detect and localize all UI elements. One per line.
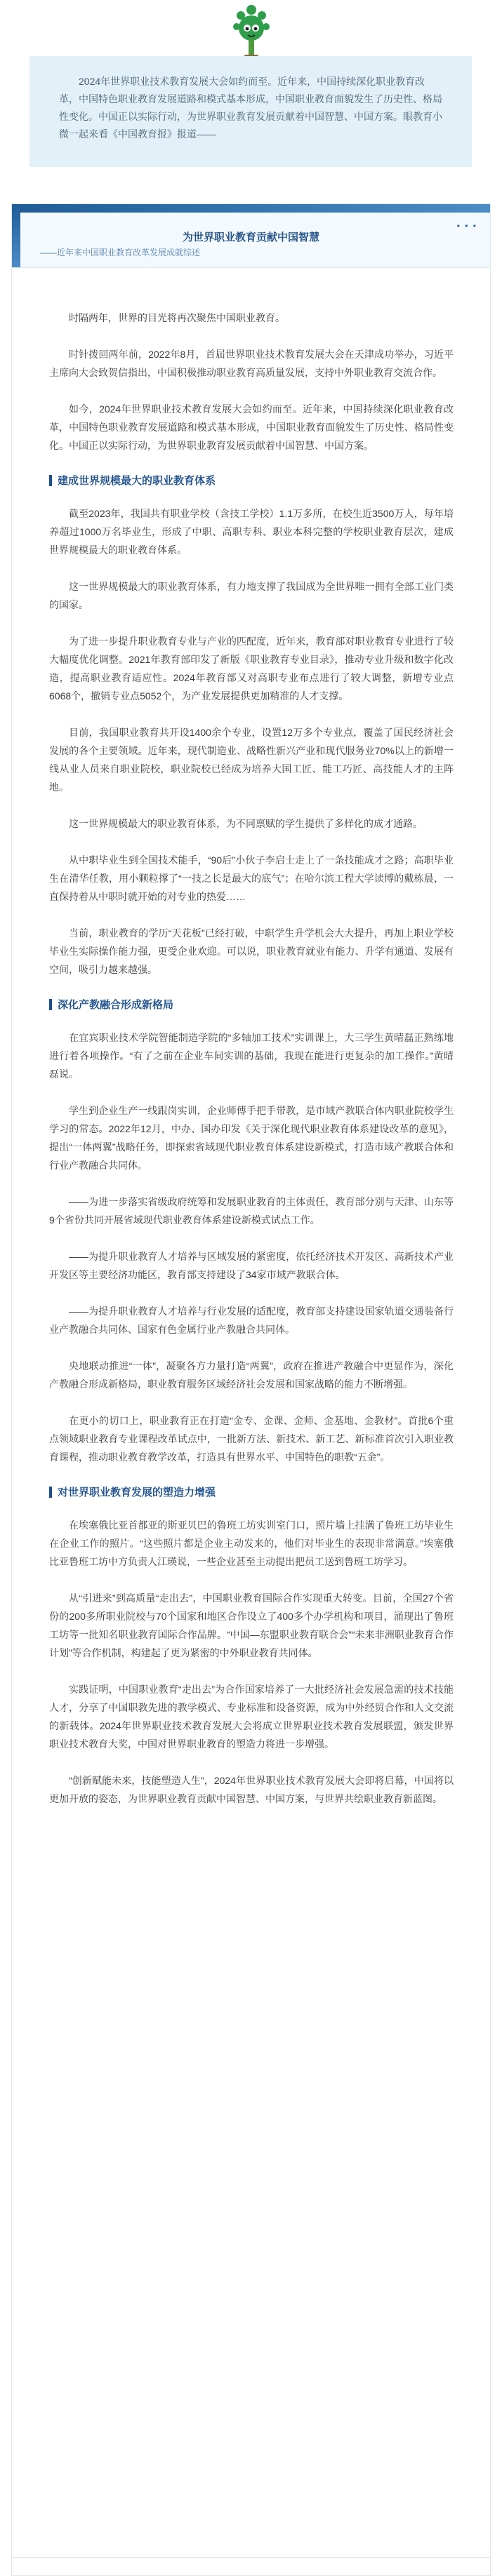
- paragraph: 从中职毕业生到全国技术能手，“90后”小伙子李启士走上了一条技能成才之路；高职毕业生在清华任教，用小颗粒撑了“一技之长是最大的底气”；在哈尔滨工程大学读博的戴栋晨，一直保持着从中职时就开始的对专业的热爱……: [49, 854, 454, 902]
- paragraph: 在埃塞俄比亚首都亚的斯亚贝巴的鲁班工坊实训室门口，照片墙上挂满了鲁班工坊毕业生在企业工作的照片。“这些照片都是企业主动发来的，他们对毕业生的表现非常满意。”埃塞俄比亚鲁班工坊中方负责人江瑛说，一些企业甚至主动提出把员工送到鲁班工坊学习。: [49, 1520, 454, 1567]
- mascot-icon: [228, 0, 275, 65]
- paragraph: 目前，我国职业教育共开设1400余个专业，设置12万多个专业点，覆盖了国民经济社会发展的各个主要领域。近年来，现代制造业、战略性新兴产业和现代服务业70%以上的新增一线从业人员来自职业院校，职业院校已经成为培养大国工匠、能工巧匠、高技能人才的主阵地。: [49, 727, 454, 793]
- paragraph: 在更小的切口上，职业教育正在打造“金专、金课、金师、金基地、金教材”。首批6个重点领域职业教育专业课程改革试点中，一批新方法、新技术、新工艺、新标准首次引入职业教育课程，推动职业教育教学改革，打造具有世界水平、中国特色的职教“五金”。: [49, 1415, 454, 1463]
- section-opening: [49, 309, 454, 455]
- paragraph: 时隔两年，世界的目光将再次聚焦中国职业教育。: [69, 312, 285, 323]
- paragraph: ——为提升职业教育人才培养与区域发展的紧密度，依托经济技术开发区、高新技术产业开发区等主要经济功能区，教育部支持建设了34家市域产教联合体。: [49, 1251, 454, 1280]
- paragraph: 在宜宾职业技术学院智能制造学院的“多轴加工技术”实训课上，大三学生黄晴磊正熟练地进行着各项操作。“有了之前在企业车间实训的基础，我现在能进行更复杂的加工操作。”黄晴磊说。: [49, 1032, 454, 1080]
- section-heading-text: 建成世界规模最大的职业教育体系: [58, 475, 216, 487]
- paragraph: 当前，职业教育的学历“天花板”已经打破，中职学生升学机会大大提升，再加上职业学校毕业生实际操作能力强，更受企业欢迎。可以说，职业教育就业有能力、升学有通道、发展有空间，吸引力越来越强。: [49, 927, 454, 975]
- paragraph: 这一世界规模最大的职业教育体系，有力地支撑了我国成为全世界唯一拥有全部工业门类的国家。: [49, 581, 454, 610]
- paragraph: 实践证明，中国职业教育“走出去”为合作国家培养了一大批经济社会发展急需的技术技能人才，分享了中国职教先进的教学模式、专业标准和设备资源，成为中外经贸合作和人文交流的新载体。2024年世界职业技术教育发展大会将成立世界职业技术教育发展联盟，颁发世界职业技术教育大奖，中国对世界职业教育的塑造力将进一步增强。: [49, 1684, 454, 1750]
- section-integration: [49, 997, 454, 1466]
- paragraph: ——为提升职业教育人才培养与行业发展的适配度，教育部支持建设国家轨道交通装备行业产教融合共同体、国家有色金属行业产教融合共同体。: [49, 1306, 454, 1335]
- section-heading-text: 对世界职业教育发展的塑造力增强: [58, 1487, 216, 1498]
- section-heading-text: 深化产教融合形成新格局: [58, 999, 174, 1011]
- article-subtitle: ——近年来中国职业教育改革发展成就综述: [40, 248, 201, 257]
- paragraph: 央地联动推进“一体”，凝聚各方力量打造“两翼”，政府在推进产教融合中更显作为，深化产教融合形成新格局，职业教育服务区域经济社会发展和国家战略的能力不断增强。: [49, 1360, 454, 1390]
- heading-marker: [49, 475, 52, 486]
- title-card: [11, 203, 491, 268]
- bottom-divider: [11, 2557, 491, 2558]
- heading-marker: [49, 999, 52, 1010]
- title-card-top-bar: [12, 204, 490, 213]
- paragraph: 如今，2024年世界职业技术教育发展大会如约而至。近年来，中国持续深化职业教育改革，中国特色职业教育发展道路和模式基本形成，中国职业教育面貌发生了历史性、格局性变化。中国正以实际行动，为世界职业教育发展贡献着中国智慧、中国方案。: [49, 403, 454, 451]
- section-heading: [49, 997, 454, 1012]
- paragraph: “创新赋能未来，技能塑造人生”，2024年世界职业技术教育发展大会即将启幕，中国将以更加开放的姿态，为世界职业教育贡献中国智慧、中国方案，与世界共绘职业教育新蓝图。: [49, 1775, 454, 1804]
- section-global: [49, 1484, 454, 1808]
- paragraph: 这一世界规模最大的职业教育体系，为不同禀赋的学生提供了多样化的成才通路。: [69, 818, 423, 829]
- article-title: 为世界职业教育贡献中国智慧: [182, 232, 319, 243]
- section-heading: [49, 473, 454, 488]
- article-body: [49, 309, 454, 1826]
- section-scale: [49, 473, 454, 979]
- heading-marker: [49, 1487, 52, 1498]
- paragraph: 截至2023年，我国共有职业学校（含技工学校）1.1万多所，在校生近3500万人，每年培养超过1000万名毕业生，形成了中职、高职专科、职业本科完整的学校职业教育层次，建成世界规模最大的职业教育体系。: [49, 508, 454, 556]
- paragraph: ——为进一步落实省级政府统筹和发展职业教育的主体责任，教育部分别与天津、山东等9个省份共同开展省域现代职业教育体系建设新模式试点工作。: [49, 1196, 454, 1226]
- paragraph: 为了进一步提升职业教育专业与产业的匹配度，近年来，教育部对职业教育专业进行了较大幅度优化调整。2021年教育部印发了新版《职业教育专业目录》，推动专业升级和数字化改造，提高职业教育适应性。2024年教育部又对高职专业布点进行了较大调整，新增专业点6068个，撤销专业点5052个，为产业发展提供更加精准的人才支撑。: [49, 636, 454, 702]
- paragraph: 从“引进来”到高质量“走出去”，中国职业教育国际合作实现重大转变。目前，全国27个省份的200多所职业院校与70个国家和地区合作设立了400多个办学机构和项目，涌现出了鲁班工坊等一批知名职业教育国际合作品牌。“中国—东盟职业教育联合会”“未来非洲职业教育合作计划”等合作机制，构建起了更为紧密的中外职业教育共同体。: [49, 1592, 454, 1658]
- intro-card: [29, 56, 472, 167]
- paragraph: 学生到企业生产一线跟岗实训，企业师傅手把手带教，是市域产教联合体内职业院校学生学习的常态。2022年12月，中办、国办印发《关于深化现代职业教育体系建设改革的意见》，提出“一体两翼”战略任务，即探索省域现代职业教育体系建设新模式，打造市域产教联合体和行业产教融合共同体。: [49, 1105, 454, 1171]
- dots-decoration-icon: • • •: [456, 221, 477, 231]
- section-heading: [49, 1484, 454, 1499]
- intro-text: 2024年世界职业技术教育发展大会如约而至。近年来，中国持续深化职业教育改革，中国特色职业教育发展道路和模式基本形成，中国职业教育面貌发生了历史性、格局性变化。中国正以实际行动，为世界职业教育发展贡献着中国智慧、中国方案。眼教育小微一起来看《中国教育报》报道——: [59, 76, 442, 140]
- paragraph: 时针拨回两年前，2022年8月，首届世界职业技术教育发展大会在天津成功举办，习近平主席向大会致贺信指出，中国积极推动职业教育高质量发展，支持中外职业教育交流合作。: [49, 349, 454, 378]
